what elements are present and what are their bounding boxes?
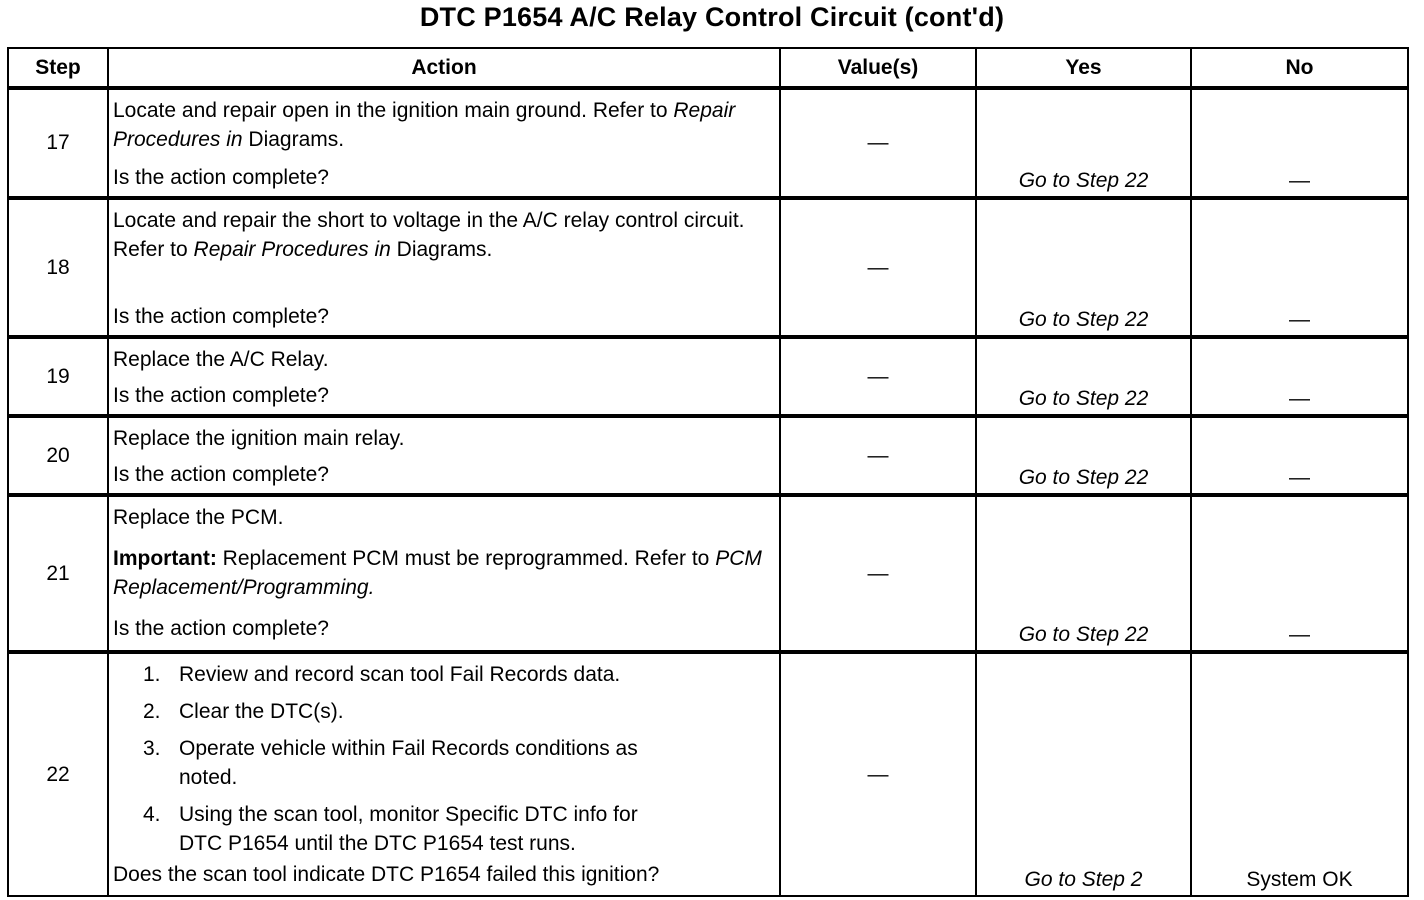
header-action: Action (108, 48, 780, 88)
important-text: Replacement PCM must be reprogrammed. Refer to (216, 547, 716, 570)
header-no: No (1191, 48, 1408, 88)
no-cell: — (1191, 416, 1408, 495)
action-question: Is the action complete? (113, 617, 329, 640)
action-cell (108, 652, 780, 896)
no-cell: — (1191, 337, 1408, 416)
action-text: Locate and repair open in the ignition main ground. Refer to (113, 99, 674, 122)
yes-cell: Go to Step 22 (976, 495, 1191, 652)
important-label: Important: (113, 547, 217, 570)
step-number: 17 (8, 88, 108, 198)
value-cell: — (780, 495, 976, 652)
action-question: Is the action complete? (113, 166, 329, 189)
action-question: Is the action complete? (113, 305, 329, 328)
header-yes: Yes (976, 48, 1191, 88)
step-number: 19 (8, 337, 108, 416)
header-values: Value(s) (780, 48, 976, 88)
value-cell: — (780, 198, 976, 337)
action-text: Replace the ignition main relay. (113, 427, 405, 450)
page-title: DTC P1654 A/C Relay Control Circuit (cont'd) (419, 2, 1005, 32)
yes-cell: Go to Step 22 (976, 416, 1191, 495)
list-item (143, 800, 775, 858)
yes-cell: Go to Step 22 (976, 88, 1191, 198)
action-text: Replace the A/C Relay. (113, 348, 329, 371)
action-text: Locate and repair the short to voltage in the A/C relay control circuit. Refer to (113, 209, 745, 261)
action-cell (108, 198, 780, 337)
table-row (8, 198, 1408, 337)
no-cell: — (1191, 198, 1408, 337)
header-row (8, 48, 1408, 88)
step-number: 22 (8, 652, 108, 896)
list-item-number: 1. (143, 663, 161, 686)
no-cell: System OK (1191, 652, 1408, 896)
action-question: Does the scan tool indicate DTC P1654 failed this ignition? (113, 863, 660, 886)
value-cell: — (780, 88, 976, 198)
list-item (143, 660, 775, 689)
action-cell (108, 88, 780, 198)
important-reference: PCM Replacement/Programming. (113, 547, 762, 599)
action-question: Is the action complete? (113, 463, 329, 486)
no-cell: — (1191, 88, 1408, 198)
step-number: 18 (8, 198, 108, 337)
action-question: Is the action complete? (113, 384, 329, 407)
procedure-list (113, 660, 775, 858)
yes-cell: Go to Step 2 (976, 652, 1191, 896)
list-item-text: Operate vehicle within Fail Records conditions as noted. (179, 737, 638, 789)
yes-cell: Go to Step 22 (976, 337, 1191, 416)
dtc-table (7, 47, 1409, 897)
list-item-number: 3. (143, 737, 161, 760)
action-text-end: Diagrams. (390, 238, 493, 261)
value-cell: — (780, 652, 976, 896)
yes-cell: Go to Step 22 (976, 198, 1191, 337)
value-cell: — (780, 337, 976, 416)
table-row (8, 337, 1408, 416)
list-item (143, 697, 775, 726)
header-step: Step (8, 48, 108, 88)
table-row (8, 416, 1408, 495)
list-item-number: 4. (143, 803, 161, 826)
table-row (8, 652, 1408, 896)
important-note (113, 547, 762, 599)
list-item-text: Using the scan tool, monitor Specific DTC info for DTC P1654 until the DTC P1654 test runs. (179, 803, 638, 855)
no-cell: — (1191, 495, 1408, 652)
step-number: 20 (8, 416, 108, 495)
action-cell (108, 495, 780, 652)
list-item (143, 734, 775, 792)
action-text: Replace the PCM. (113, 506, 284, 529)
value-cell: — (780, 416, 976, 495)
action-cell (108, 416, 780, 495)
table-row (8, 495, 1408, 652)
list-item-text: Review and record scan tool Fail Records data. (179, 663, 621, 686)
step-number: 21 (8, 495, 108, 652)
list-item-number: 2. (143, 700, 161, 723)
action-reference: Repair Procedures in (193, 238, 391, 261)
table-row (8, 88, 1408, 198)
action-cell (108, 337, 780, 416)
action-reference: Repair Procedures in (113, 99, 736, 151)
list-item-text: Clear the DTC(s). (179, 700, 344, 723)
action-text-end: Diagrams. (242, 128, 345, 151)
